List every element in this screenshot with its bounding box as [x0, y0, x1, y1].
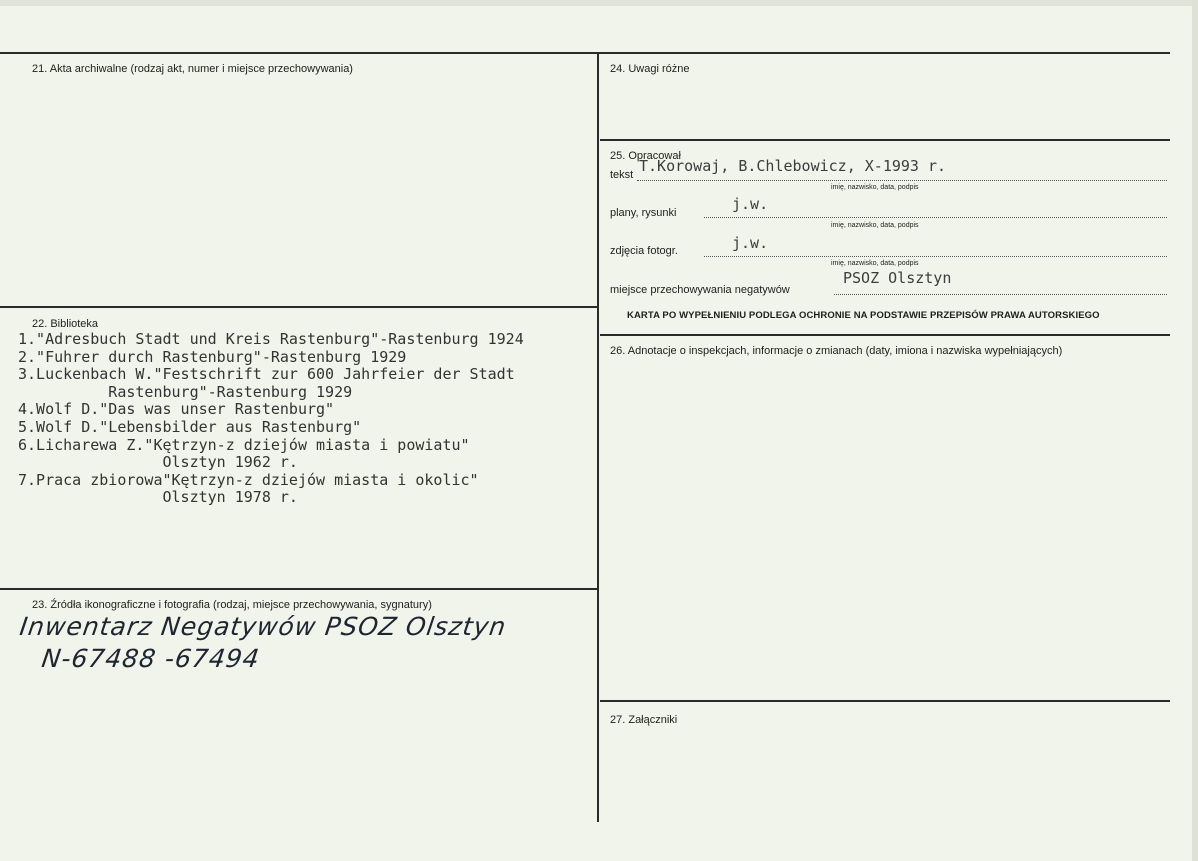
- divider-24-25: [600, 139, 1170, 141]
- divider-top: [0, 52, 1170, 54]
- tekst-label: tekst: [610, 169, 634, 181]
- tekst-line: [637, 180, 1167, 181]
- section-22-heading: 22. Biblioteka: [32, 318, 99, 330]
- section-26-heading: 26. Adnotacje o inspekcjach, informacje o zmianach (daty, imiona i nazwiska wypełniających): [610, 345, 1063, 357]
- divider-26-27: [600, 700, 1170, 702]
- plany-caption: imię, nazwisko, data, podpis: [831, 222, 919, 229]
- miejsce-value: PSOZ Olsztyn: [843, 269, 952, 287]
- zdjecia-value: j.w.: [732, 234, 769, 252]
- divider-21-22: [0, 306, 598, 308]
- tekst-caption: imię, nazwisko, data, podpis: [831, 184, 919, 191]
- zdjecia-line: [704, 256, 1167, 257]
- handwritten-line-1: Inwentarz Negatywów PSOZ Olsztyn: [17, 612, 509, 641]
- plany-value: j.w.: [732, 195, 769, 213]
- section-24-heading: 24. Uwagi różne: [610, 63, 690, 75]
- bibliography-list: 1."Adresbuch Stadt und Kreis Rastenburg"-Rastenburg 1924 2."Fuhrer durch Rastenburg"-Rastenburg 1929 3.Luckenbach W."Festschrift zur 600 Jahrfeier der Stadt Rastenburg"-Rastenburg 1929 4.Wolf D."Das was unser Rastenburg" 5.Wolf D."Lebensbilder aus Rastenburg" 6.Licharewa Z."Kętrzyn-z dziejów miasta i powiatu" Olsztyn 1962 r. 7.Praca zbiorowa"Kętrzyn-z dziejów miasta i okolic" Olsztyn 1978 r.: [18, 330, 524, 507]
- plany-line: [704, 217, 1167, 218]
- divider-25-26: [600, 334, 1170, 336]
- scan-edge-right: [1192, 0, 1198, 861]
- copyright-notice: KARTA PO WYPEŁNIENIU PODLEGA OCHRONIE NA PODSTAWIE PRZEPISÓW PRAWA AUTORSKIEGO: [627, 310, 1100, 321]
- divider-vertical: [597, 52, 599, 822]
- zdjecia-caption: imię, nazwisko, data, podpis: [831, 260, 919, 267]
- section-25-heading: 25. Opracował: [610, 150, 681, 162]
- miejsce-line: [834, 294, 1167, 295]
- miejsce-label: miejsce przechowywania negatywów: [610, 284, 790, 296]
- zdjecia-label: zdjęcia fotogr.: [610, 245, 678, 257]
- divider-22-23: [0, 588, 598, 590]
- plany-label: plany, rysunki: [610, 207, 677, 219]
- section-27-heading: 27. Załączniki: [610, 714, 678, 726]
- section-21-heading: 21. Akta archiwalne (rodzaj akt, numer i miejsce przechowywania): [32, 63, 353, 75]
- handwritten-line-2: N-67488 -67494: [39, 644, 262, 673]
- section-23-heading: 23. Źródła ikonograficzne i fotografia (rodzaj, miejsce przechowywania, sygnatury): [32, 599, 432, 611]
- scan-edge-top: [0, 0, 1198, 6]
- tekst-value: T.Korowaj, B.Chlebowicz, X-1993 r.: [639, 157, 947, 175]
